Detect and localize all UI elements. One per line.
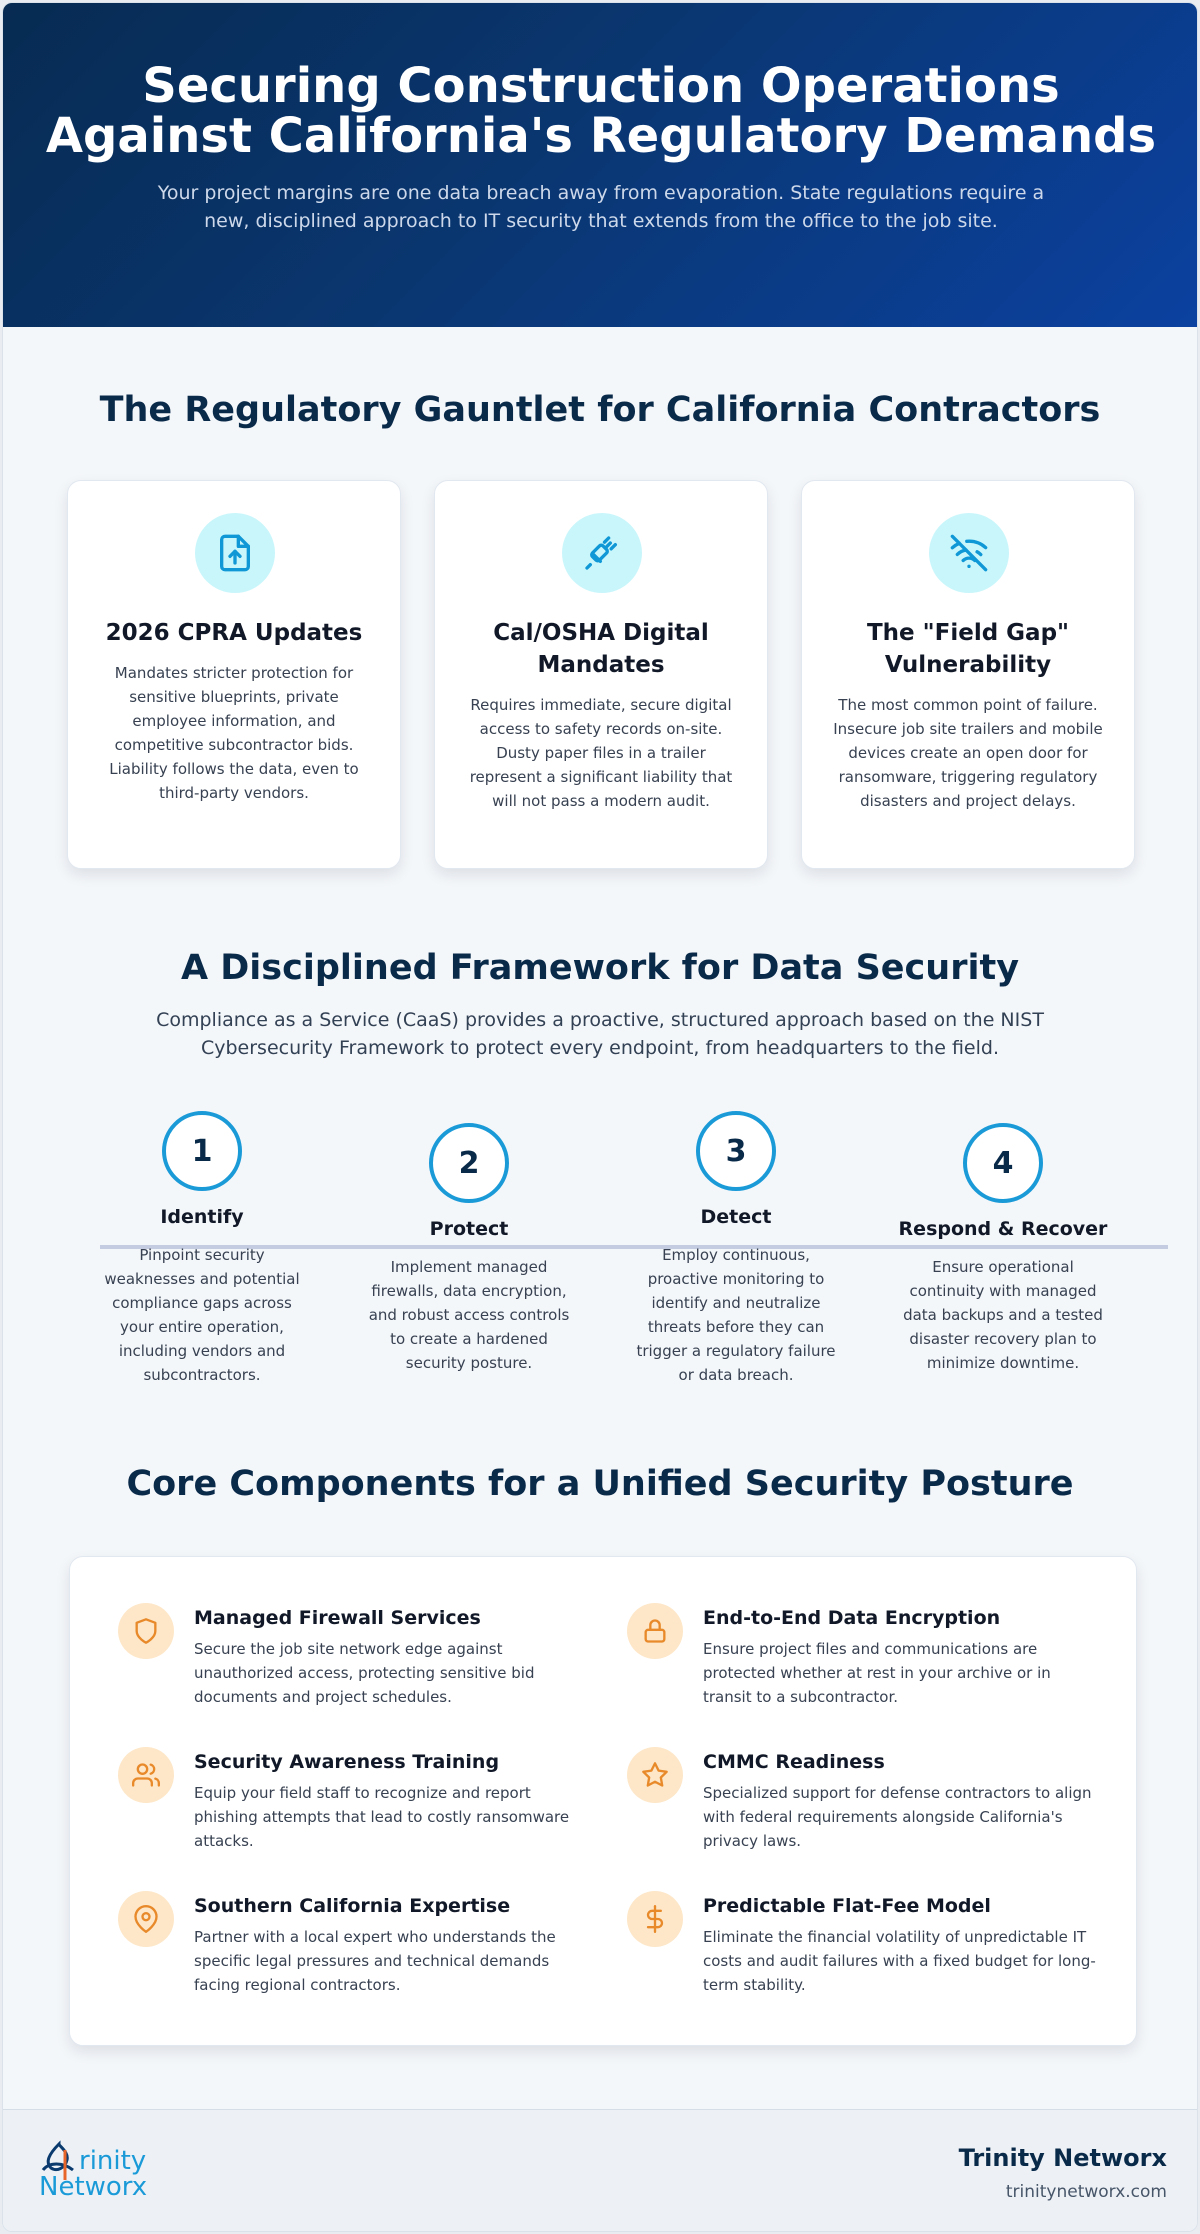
card-title: Cal/OSHA Digital Mandates (493, 620, 709, 678)
card-title: 2026 CPRA Updates (105, 620, 363, 646)
step-body: Implement managed firewalls, data encryption, and robust access controls to create a hardened security posture. (368, 1258, 570, 1372)
website-link[interactable]: trinitynetworx.com (1005, 2182, 1167, 2202)
card-body: Mandates stricter protection for sensitive blueprints, private employee information, and competitive subcontractor bids. Liability follows the data, even to third-party vendors. (109, 664, 359, 802)
feature-body: Partner with a local expert who understands the specific legal pressures and technical demands facing regional contractors. (194, 1928, 556, 1994)
plug-icon (562, 513, 642, 593)
feature-body: Specialized support for defense contractors to align with federal requirements alongside California's privacy laws. (703, 1784, 1092, 1850)
hero-subtitle: Your project margins are one data breach away from evaporation. State regulations require a new, disciplined approach to IT security that extends from the office to the job site. (157, 182, 1045, 232)
feature-body: Ensure project files and communications are protected whether at rest in your archive or in transit to a subcontractor. (703, 1640, 1051, 1706)
feature-cmmc (627, 1747, 1097, 1867)
core-components-panel (69, 1556, 1137, 2046)
step-number: 4 (963, 1123, 1043, 1203)
step-body: Employ continuous, proactive monitoring to identify and neutralize threats before they can trigger a regulatory failure or data breach. (636, 1246, 836, 1384)
hero-banner (3, 3, 1198, 327)
users-icon (118, 1747, 174, 1803)
dollar-icon (627, 1891, 683, 1947)
card-calosha (434, 480, 768, 869)
card-field-gap (801, 480, 1135, 869)
feature-encryption (627, 1603, 1097, 1723)
card-body: Requires immediate, secure digital access to safety records on-site. Dusty paper files in a trailer represent a significant liability that will not pass a modern audit. (469, 696, 733, 810)
feature-flat-fee (627, 1891, 1097, 2011)
file-upload-icon (195, 513, 275, 593)
step-number: 1 (162, 1111, 242, 1191)
footer (3, 2109, 1198, 2232)
step-label: Protect (429, 1218, 509, 1240)
feature-title: Managed Firewall Services (194, 1607, 481, 1629)
core-title: Core Components for a Unified Security Posture (126, 1464, 1074, 1504)
card-body: The most common point of failure. Insecure job site trailers and mobile devices create an open door for ransomware, triggering regulatory disasters and project delays. (833, 696, 1103, 810)
wifi-off-icon (929, 513, 1009, 593)
hero-title-line2: Against California's Regulatory Demands (45, 108, 1157, 164)
step-body: Pinpoint security weaknesses and potential compliance gaps across your entire operation, including vendors and subcontractors. (104, 1246, 300, 1384)
step-label: Identify (160, 1206, 244, 1228)
step-number: 3 (696, 1111, 776, 1191)
feature-socal-expertise (118, 1891, 588, 2011)
card-title: The "Field Gap" Vulnerability (866, 620, 1070, 678)
feature-firewall (118, 1603, 588, 1723)
shield-icon (118, 1603, 174, 1659)
feature-title: Security Awareness Training (194, 1751, 500, 1773)
feature-awareness-training (118, 1747, 588, 1867)
lock-icon (627, 1603, 683, 1659)
card-cpra (67, 480, 401, 869)
hero-title (43, 58, 1159, 164)
feature-body: Secure the job site network edge against unauthorized access, protecting sensitive bid documents and project schedules. (194, 1640, 535, 1706)
step-label: Respond & Recover (898, 1218, 1108, 1240)
feature-title: Predictable Flat-Fee Model (703, 1895, 991, 1917)
step-body: Ensure operational continuity with managed data backups and a tested disaster recovery plan to minimize downtime. (903, 1258, 1103, 1372)
gauntlet-title: The Regulatory Gauntlet for California Contractors (99, 390, 1101, 430)
infographic-page (2, 2, 1198, 2232)
logo-text-line2: Networx (39, 2172, 148, 2202)
feature-title: End-to-End Data Encryption (703, 1607, 1001, 1629)
trinity-networx-logo (35, 2140, 155, 2206)
feature-body: Eliminate the financial volatility of unpredictable IT costs and audit failures with a fixed budget for long-term stability. (703, 1928, 1096, 1994)
hero-title-line1: Securing Construction Operations (142, 58, 1060, 114)
feature-title: CMMC Readiness (703, 1751, 885, 1773)
step-label: Detect (700, 1206, 772, 1228)
feature-body: Equip your field staff to recognize and report phishing attempts that lead to costly ransomware attacks. (194, 1784, 570, 1850)
framework-title: A Disciplined Framework for Data Security (180, 948, 1020, 988)
brand-name: Trinity Networx (958, 2144, 1167, 2172)
step-number: 2 (429, 1123, 509, 1203)
logo-text-line1: rinity (79, 2146, 147, 2176)
framework-subtitle: Compliance as a Service (CaaS) provides a proactive, structured approach based on the NIST Cybersecurity Framework to protect every endpoint, from headquarters to the field. (156, 1009, 1044, 1059)
feature-title: Southern California Expertise (194, 1895, 511, 1917)
star-icon (627, 1747, 683, 1803)
map-pin-icon (118, 1891, 174, 1947)
